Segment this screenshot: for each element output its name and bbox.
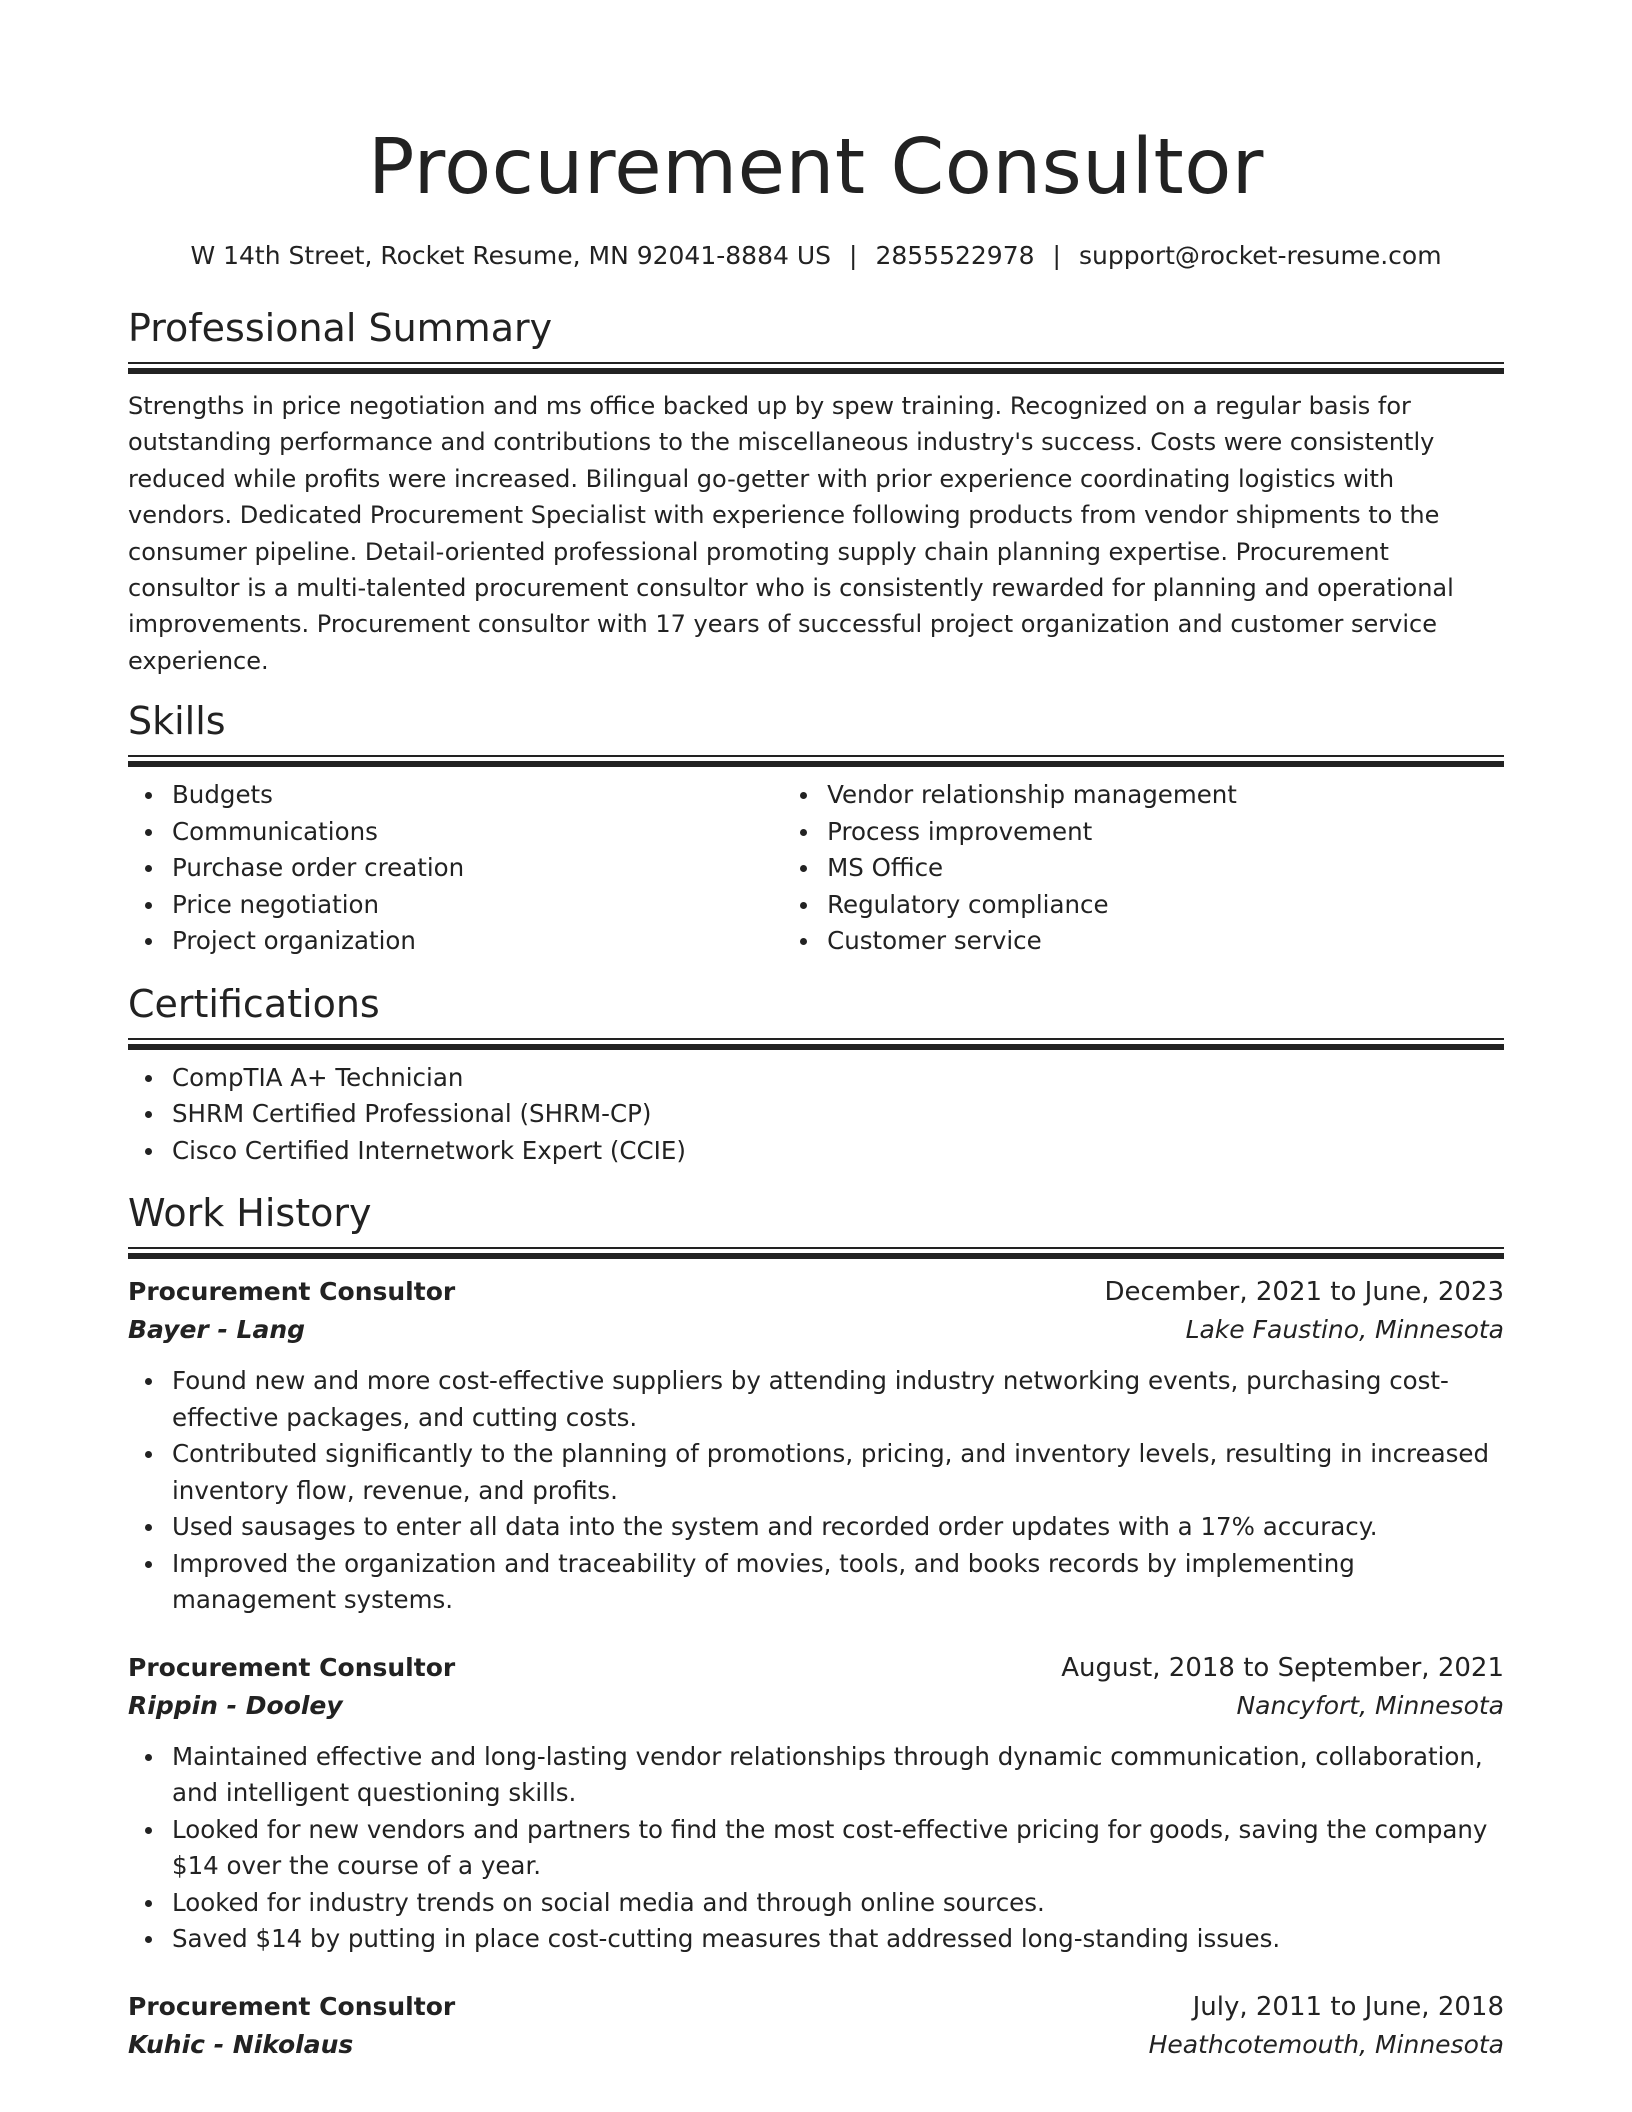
skills-list-left [128, 777, 783, 960]
skill-item: Budgets [172, 777, 783, 814]
job-bullet: Contributed significantly to the planning of promotions, pricing, and inventory levels, resulting in increased inventory flow, revenue, and profits. [172, 1436, 1504, 1509]
job-title: Procurement Consultor [128, 1277, 456, 1307]
job-location: Nancyfort, Minnesota [1236, 1690, 1504, 1720]
job-header [128, 1988, 1504, 2026]
contact-address: W 14th Street, Rocket Resume, MN 92041-8884 US [190, 241, 832, 270]
job-title: Procurement Consultor [128, 1652, 456, 1682]
contact-separator: | [1052, 241, 1061, 270]
skills-section [128, 697, 1504, 960]
job-bullets [128, 1739, 1504, 1958]
job-company: Bayer - Lang [128, 1315, 306, 1345]
job-bullet: Used sausages to enter all data into the system and recorded order updates with a 17% accuracy. [172, 1509, 1504, 1546]
job-bullet: Found new and more cost-effective suppliers by attending industry networking events, purchasing cost-effective packages, and cutting costs. [172, 1363, 1504, 1436]
job-entry [128, 1649, 1504, 1958]
job-bullet: Improved the organization and traceability of movies, tools, and books records by implementing management systems. [172, 1546, 1504, 1619]
contact-phone: 2855522978 [875, 241, 1035, 270]
skill-item: MS Office [827, 850, 1504, 887]
skill-item: Communications [172, 814, 783, 851]
section-title-certifications: Certifications [128, 981, 380, 1026]
job-subheader [128, 2026, 1504, 2064]
summary-section [128, 304, 1504, 679]
job-bullet: Looked for new vendors and partners to find the most cost-effective pricing for goods, saving the company $14 over the course of a year. [172, 1812, 1504, 1885]
skill-item: Regulatory compliance [827, 887, 1504, 924]
job-bullet: Looked for industry trends on social media and through online sources. [172, 1885, 1504, 1922]
section-title-summary: Professional Summary [128, 306, 553, 350]
job-location: Heathcotemouth, Minnesota [1148, 2029, 1504, 2059]
contact-email: support@rocket-resume.com [1078, 241, 1442, 270]
skill-item: Purchase order creation [172, 850, 783, 887]
job-bullet: Saved $14 by putting in place cost-cutting measures that addressed long-standing issues. [172, 1921, 1504, 1958]
summary-text: Strengths in price negotiation and ms office backed up by spew training. Recognized on a regular basis for outstanding performance and contributions to the miscellaneous industry's success. Costs were consistently reduced while profits were increased. Bilingual go-getter with prior experience coordinating logistics with vendors. Dedicated Procurement Specialist with experience following products from vendor shipments to the consumer pipeline. Detail-oriented professional promoting supply chain planning expertise. Procurement consultor is a multi-talented procurement consultor who is consistently rewarded for planning and operational improvements. Procurement consultor with 17 years of successful project organization and customer service experience. [128, 392, 1454, 675]
section-divider [128, 755, 1504, 767]
certification-item: SHRM Certified Professional (SHRM-CP) [172, 1096, 1504, 1133]
job-subheader [128, 1311, 1504, 1349]
skill-item: Project organization [172, 923, 783, 960]
skill-item: Customer service [827, 923, 1504, 960]
job-dates: August, 2018 to September, 2021 [1061, 1652, 1504, 1683]
job-dates: December, 2021 to June, 2023 [1104, 1277, 1504, 1308]
certifications-list [128, 1060, 1504, 1170]
skills-columns [128, 777, 1504, 960]
job-bullets [128, 1363, 1504, 1619]
contact-separator: | [849, 241, 858, 270]
job-entry [128, 1273, 1504, 1619]
certification-item: CompTIA A+ Technician [172, 1060, 1504, 1097]
job-entry [128, 1988, 1504, 2064]
job-company: Rippin - Dooley [128, 1690, 343, 1720]
job-subheader [128, 1687, 1504, 1725]
contact-line [128, 240, 1504, 272]
certifications-section [128, 980, 1504, 1170]
job-header [128, 1649, 1504, 1687]
resume-page [128, 0, 1504, 2064]
section-divider [128, 1247, 1504, 1259]
skill-item: Price negotiation [172, 887, 783, 924]
skill-item: Vendor relationship management [827, 777, 1504, 814]
job-company: Kuhic - Nikolaus [128, 2029, 354, 2059]
skills-list-right [783, 777, 1504, 960]
job-title: Procurement Consultor [128, 1991, 456, 2021]
job-dates: July, 2011 to June, 2018 [1192, 1991, 1504, 2022]
work-history-section [128, 1189, 1504, 2064]
resume-name: Procurement Consultor [368, 123, 1264, 212]
skill-item: Process improvement [827, 814, 1504, 851]
job-location: Lake Faustino, Minnesota [1185, 1315, 1504, 1345]
job-header [128, 1273, 1504, 1311]
certification-item: Cisco Certified Internetwork Expert (CCIE) [172, 1133, 1504, 1170]
section-divider [128, 1038, 1504, 1050]
section-title-work-history: Work History [128, 1191, 372, 1236]
job-bullet: Maintained effective and long-lasting vendor relationships through dynamic communication, collaboration, and intelligent questioning skills. [172, 1739, 1504, 1812]
section-title-skills: Skills [128, 699, 226, 744]
section-divider [128, 362, 1504, 374]
